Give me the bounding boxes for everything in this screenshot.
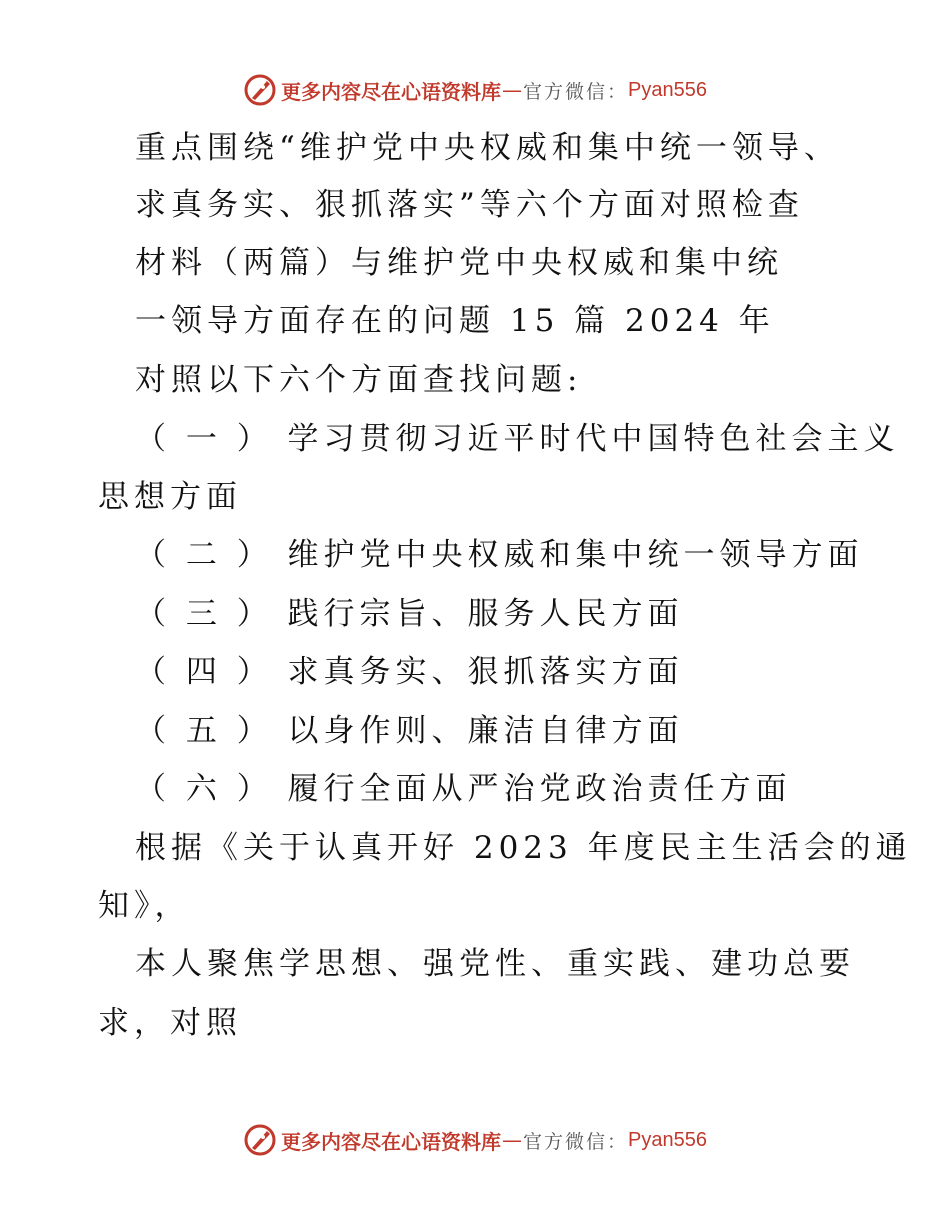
watermark-brand: 更多内容尽在心语资料库: [281, 79, 501, 104]
item-5: （ 五 ） 以身作则、廉洁自律方面: [135, 713, 684, 749]
para-1-line-1: 根据《关于认真开好 2023 年度民主生活会的通: [135, 830, 912, 866]
title-line-2: 求真务实、狠抓落实”等六个方面对照检查: [135, 187, 804, 223]
watermark-wechat-id: Pyan556: [628, 78, 707, 101]
footer-watermark: [0, 1120, 950, 1160]
watermark-official: 官方微信：: [523, 80, 629, 103]
watermark-dash: —: [502, 1128, 522, 1152]
intro-line: 对照以下六个方面查找问题:: [135, 362, 583, 398]
title-line-4: 一领导方面存在的问题 15 篇 2024 年: [135, 303, 775, 339]
item-6: （ 六 ） 履行全面从严治党政治责任方面: [135, 771, 792, 807]
watermark-brand: 更多内容尽在心语资料库: [281, 1129, 501, 1154]
item-4: （ 四 ） 求真务实、狠抓落实方面: [135, 654, 684, 690]
quill-logo-icon: [243, 1123, 277, 1157]
watermark-official: 官方微信：: [523, 1130, 629, 1153]
header-watermark: [0, 70, 950, 110]
para-2-line-1: 本人聚焦学思想、强党性、重实践、建功总要: [135, 946, 855, 982]
item-2: （ 二 ） 维护党中央权威和集中统一领导方面: [135, 537, 864, 573]
item-1-line-1: （ 一 ） 学习贯彻习近平时代中国特色社会主义: [135, 421, 900, 457]
para-1-line-2: 知》，: [98, 888, 191, 924]
quill-logo-icon: [243, 73, 277, 107]
item-1-line-2: 思想方面: [98, 479, 242, 515]
title-line-1: 重点围绕“维护党中央权威和集中统一领导、: [135, 130, 840, 166]
watermark-dash: —: [502, 78, 522, 102]
watermark-wechat-id: Pyan556: [628, 1128, 707, 1151]
title-line-3: 材料（两篇）与维护党中央权威和集中统: [135, 245, 783, 281]
para-2-line-2: 求，对照: [98, 1005, 242, 1041]
item-3: （ 三 ） 践行宗旨、服务人民方面: [135, 596, 684, 632]
